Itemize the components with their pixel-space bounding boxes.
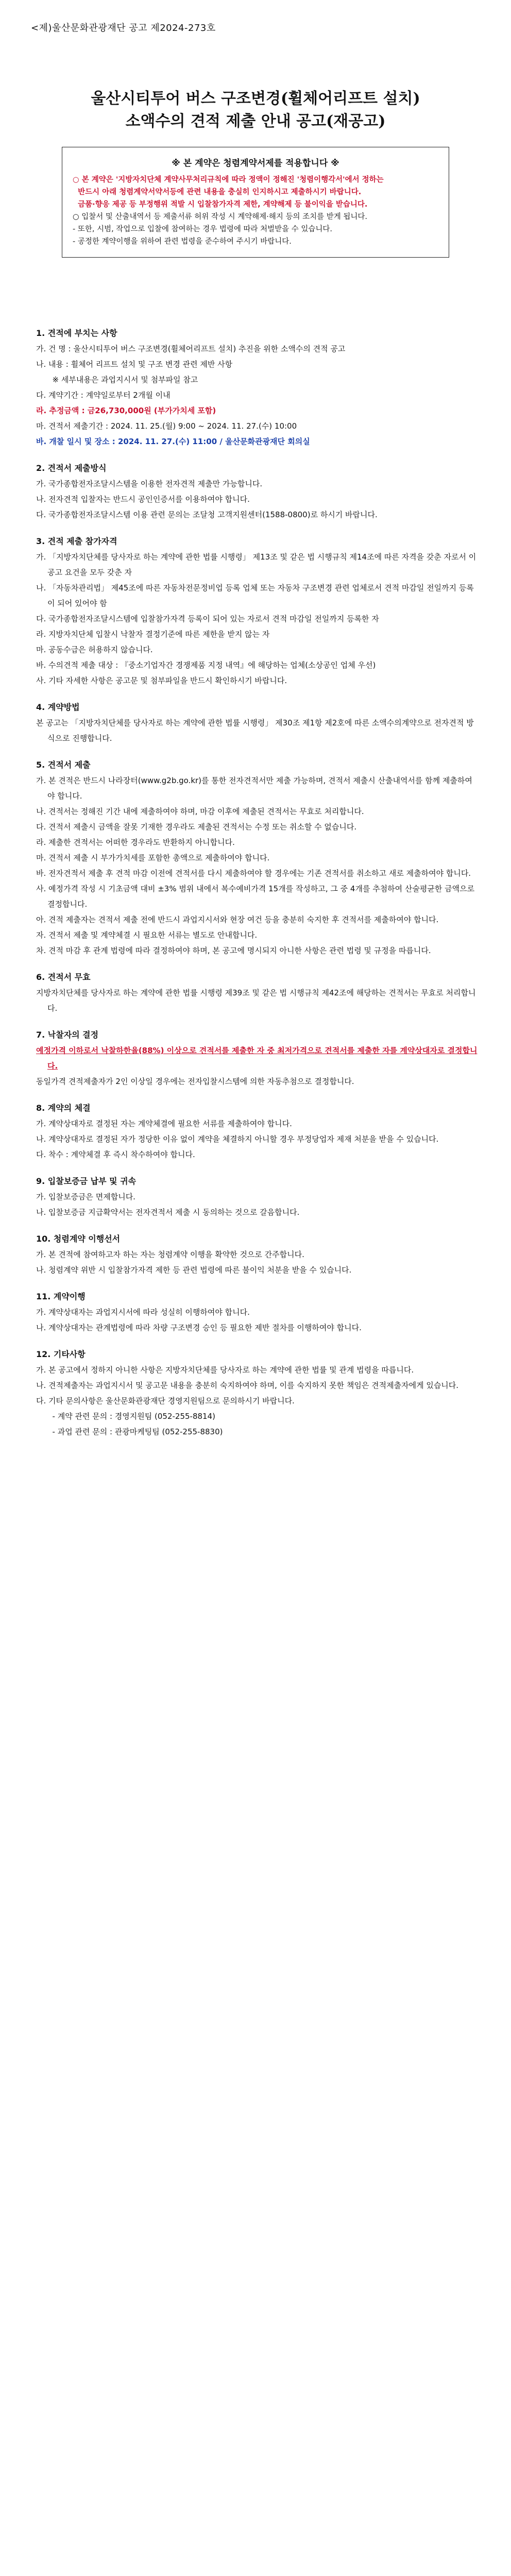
section-item: 나. 내용 : 휠체어 리프트 설치 및 구조 변경 관련 제반 사항 [36, 360, 233, 369]
section-item: 다. 국가종합전자조달시스템에 입찰참가자격 등록이 되어 있는 자로서 견적 마감일 전일까지 등록한 자 [36, 614, 379, 623]
notice-title: ※ 본 계약은 청렴계약서제를 적용합니다 ※ [172, 158, 339, 168]
section-item: 가. 건 명 : 울산시티투어 버스 구조변경(휠체어리프트 설치) 추진을 위한 소액수의 견적 공고 [36, 344, 346, 353]
section-item: 나. 입찰보증금 지급확약서는 전자견적서 제출 시 동의하는 것으로 갈음합니다. [36, 1208, 300, 1217]
section-item: 다. 착수 : 계약체결 후 즉시 착수하여야 합니다. [36, 1150, 195, 1159]
section-11 [36, 1289, 479, 1335]
notice-line: ○ 입찰서 및 산출내역서 등 제출서류 허위 작성 시 계약해제·해지 등의 조치를 받게 됩니다. [73, 213, 368, 221]
section-heading: 12. 기타사항 [36, 1349, 86, 1359]
section-item: 나. 견적제출자는 과업지시서 및 공고문 내용을 충분히 숙지하여야 하며, 이를 숙지하지 못한 책임은 견적제출자에게 있습니다. [36, 1381, 459, 1390]
document-title [0, 88, 511, 133]
section-heading: 11. 계약이행 [36, 1292, 86, 1301]
section-heading: 2. 견적서 제출방식 [36, 463, 107, 473]
section-6 [36, 970, 479, 1016]
section-item: 다. 견적서 제출시 금액을 잘못 기재한 경우라도 제출된 견적서는 수정 또는 취소할 수 없습니다. [36, 822, 357, 832]
section-heading: 10. 청렴계약 이행선서 [36, 1234, 121, 1244]
section-item: 다. 국가종합전자조달시스템 이용 관련 문의는 조달청 고객지원센터(1588-0800)로 하시기 바랍니다. [36, 510, 378, 519]
section-item: 다. 계약기간 : 계약일로부터 2개월 이내 [36, 391, 171, 400]
section-5 [36, 757, 479, 958]
section-item: 나. 견적서는 정해진 기간 내에 제출하여야 하며, 마감 이후에 제출된 견적서는 무효로 처리합니다. [36, 807, 364, 816]
section-item: 나. 청렴계약 위반 시 입찰참가자격 제한 등 관련 법령에 따른 불이익 처분을 받을 수 있습니다. [36, 1265, 352, 1275]
section-9 [36, 1174, 479, 1220]
section-heading: 1. 견적에 부치는 사항 [36, 328, 117, 338]
section-item: 마. 견적서 제출기간 : 2024. 11. 25.(월) 9:00 ~ 2024. 11. 27.(수) 10:00 [36, 421, 297, 431]
title-line-1: 울산시티투어 버스 구조변경(휠체어리프트 설치) [91, 90, 420, 108]
section-item: 지방자치단체를 당사자로 하는 계약에 관한 법률 시행령 제39조 및 같은 법 시행규칙 제42조에 해당하는 견적서는 무효로 처리합니다. [36, 988, 476, 1013]
section-item-award-rule: 예정가격 이하로서 낙찰하한율(88%) 이상으로 견적서를 제출한 자 중 최저가격으로 견적서를 제출한 자를 계약상대자로 결정합니다. [36, 1046, 478, 1071]
section-item: 다. 기타 문의사항은 울산문화관광재단 경영지원팀으로 문의하시기 바랍니다. [36, 1396, 295, 1405]
section-item: 나. 계약상대자로 결정된 자가 정당한 이유 없이 계약을 체결하지 아니할 경우 부정당업자 제재 처분을 받을 수 있습니다. [36, 1134, 439, 1144]
section-item: 아. 견적 제출자는 견적서 제출 전에 반드시 과업지시서와 현장 여건 등을 충분히 숙지한 후 견적서를 제출하여야 합니다. [36, 915, 439, 924]
integrity-notice-box [62, 147, 449, 258]
section-item: 가. 국가종합전자조달시스템을 이용한 전자견적 제출만 가능합니다. [36, 479, 263, 488]
section-item: 나. 「자동차관리법」 제45조에 따른 자동차전문정비업 등록 업체 또는 자동차 구조변경 관련 업체로서 견적 마감일 전일까지 등록이 되어 있어야 함 [36, 583, 474, 608]
section-item: 가. 입찰보증금은 면제합니다. [36, 1192, 135, 1201]
section-item: 본 공고는 「지방자치단체를 당사자로 하는 계약에 관한 법률 시행령」 제30조 제1항 제2호에 따른 소액수의계약으로 전자견적 방식으로 진행합니다. [36, 718, 474, 743]
section-item-contact: - 과업 관련 문의 : 관광마케팅팀 (052-255-8830) [47, 1427, 223, 1436]
notice-line: ○ 본 계약은 '지방자치단체 계약사무처리규칙에 따라 정액이 정해진 '청렴이행각서'에서 정하는 [73, 176, 384, 184]
section-item: 나. 전자견적 입찰자는 반드시 공인인증서를 이용하여야 합니다. [36, 495, 250, 504]
section-item-note: ※ 세부내용은 과업지시서 및 첨부파일 참고 [47, 375, 198, 384]
section-heading: 9. 입찰보증금 납부 및 귀속 [36, 1176, 137, 1186]
section-item: 마. 견적서 제출 시 부가가치세를 포함한 총액으로 제출하여야 합니다. [36, 853, 270, 862]
notice-line: 반드시 아래 청렴계약서약서등에 관련 내용을 충실히 인지하시고 제출하시기 바랍니다. [73, 188, 362, 196]
section-item: 차. 견적 마감 후 관계 법령에 따라 결정하여야 하며, 본 공고에 명시되지 아니한 사항은 관련 법령 및 규정을 따릅니다. [36, 946, 431, 955]
section-heading: 3. 견적 제출 참가자격 [36, 536, 117, 546]
section-7 [36, 1027, 479, 1089]
section-item-opening: 바. 개찰 일시 및 장소 : 2024. 11. 27.(수) 11:00 / 울산문화관광재단 회의실 [36, 437, 310, 446]
section-heading: 7. 낙찰자의 결정 [36, 1030, 99, 1040]
section-10 [36, 1231, 479, 1278]
section-12 [36, 1347, 479, 1439]
section-item: 사. 기타 자세한 사항은 공고문 및 첨부파일을 반드시 확인하시기 바랍니다. [36, 676, 287, 685]
section-item: 나. 계약상대자는 관계법령에 따라 차량 구조변경 승인 등 필요한 제반 절차를 이행하여야 합니다. [36, 1323, 362, 1332]
section-heading: 5. 견적서 제출 [36, 760, 91, 770]
section-item-budget: 라. 추정금액 : 금26,730,000원 (부가가치세 포함) [36, 406, 216, 415]
document-number: <제)울산문화관광재단 공고 제2024-273호 [31, 23, 216, 33]
section-heading: 8. 계약의 체결 [36, 1103, 91, 1113]
section-heading: 4. 계약방법 [36, 702, 80, 712]
section-item: 바. 전자견적서 제출 후 견적 마감 이전에 견적서를 다시 제출하여야 할 경우에는 기존 견적서를 취소하고 새로 제출하여야 합니다. [36, 869, 471, 878]
notice-line: - 또한, 시범, 작업으로 입찰에 참여하는 경우 법령에 따라 처벌받을 수 있습니다. [73, 225, 332, 233]
section-item: 가. 본 견적은 반드시 나라장터(www.g2b.go.kr)를 통한 전자견적서만 제출 가능하며, 견적서 제출시 산출내역서를 함께 제출하여야 합니다. [36, 776, 472, 801]
notice-line: - 공정한 계약이행을 위하여 관련 법령을 준수하여 주시기 바랍니다. [73, 238, 292, 246]
section-item: 마. 공동수급은 허용하지 않습니다. [36, 645, 153, 654]
section-item: 사. 예정가격 작성 시 기초금액 대비 ±3% 범위 내에서 복수예비가격 15개를 작성하고, 그 중 4개를 추첨하여 산술평균한 금액으로 결정합니다. [36, 884, 477, 909]
title-line-2: 소액수의 견적 제출 안내 공고(재공고) [125, 112, 386, 130]
section-4 [36, 700, 479, 746]
section-item: 가. 본 공고에서 정하지 아니한 사항은 지방자치단체를 당사자로 하는 계약에 관한 법률 및 관계 법령을 따릅니다. [36, 1365, 414, 1375]
section-heading: 6. 견적서 무효 [36, 972, 91, 982]
section-item: 가. 계약상대자로 결정된 자는 계약체결에 필요한 서류를 제출하여야 합니다. [36, 1119, 292, 1128]
section-item: 자. 견적서 제출 및 계약체결 시 필요한 서류는 별도로 안내합니다. [36, 930, 258, 940]
section-item: 가. 본 견적에 참여하고자 하는 자는 청렴계약 이행을 확약한 것으로 간주합니다. [36, 1250, 304, 1259]
section-item: 바. 수의견적 제출 대상 : 『중소기업자간 경쟁제품 지정 내역』에 해당하는 업체(소상공인 업체 우선) [36, 660, 376, 670]
section-8 [36, 1100, 479, 1162]
notice-line: 금품·향응 제공 등 부정행위 적발 시 입찰참가자격 제한, 계약해제 등 불이익을 받습니다. [73, 200, 368, 209]
section-item: 라. 제출한 견적서는 어떠한 경우라도 반환하지 아니합니다. [36, 838, 235, 847]
section-item: 동일가격 견적제출자가 2인 이상일 경우에는 전자입찰시스템에 의한 자동추첨으로 결정합니다. [36, 1077, 354, 1086]
section-3 [36, 534, 479, 688]
section-item: 가. 계약상대자는 과업지시서에 따라 성실히 이행하여야 합니다. [36, 1308, 250, 1317]
section-item: 가. 「지방자치단체를 당사자로 하는 계약에 관한 법률 시행령」 제13조 및 같은 법 시행규칙 제14조에 따른 자격을 갖춘 자로서 이 공고 요건을 모두 갖춘 자 [36, 552, 479, 577]
section-2 [36, 461, 479, 522]
section-item-contact: - 계약 관련 문의 : 경영지원팀 (052-255-8814) [47, 1412, 215, 1421]
section-1 [36, 326, 479, 449]
section-item: 라. 지방자치단체 입찰시 낙찰자 결정기준에 따른 제한을 받지 않는 자 [36, 630, 270, 639]
document-body [36, 314, 479, 1439]
